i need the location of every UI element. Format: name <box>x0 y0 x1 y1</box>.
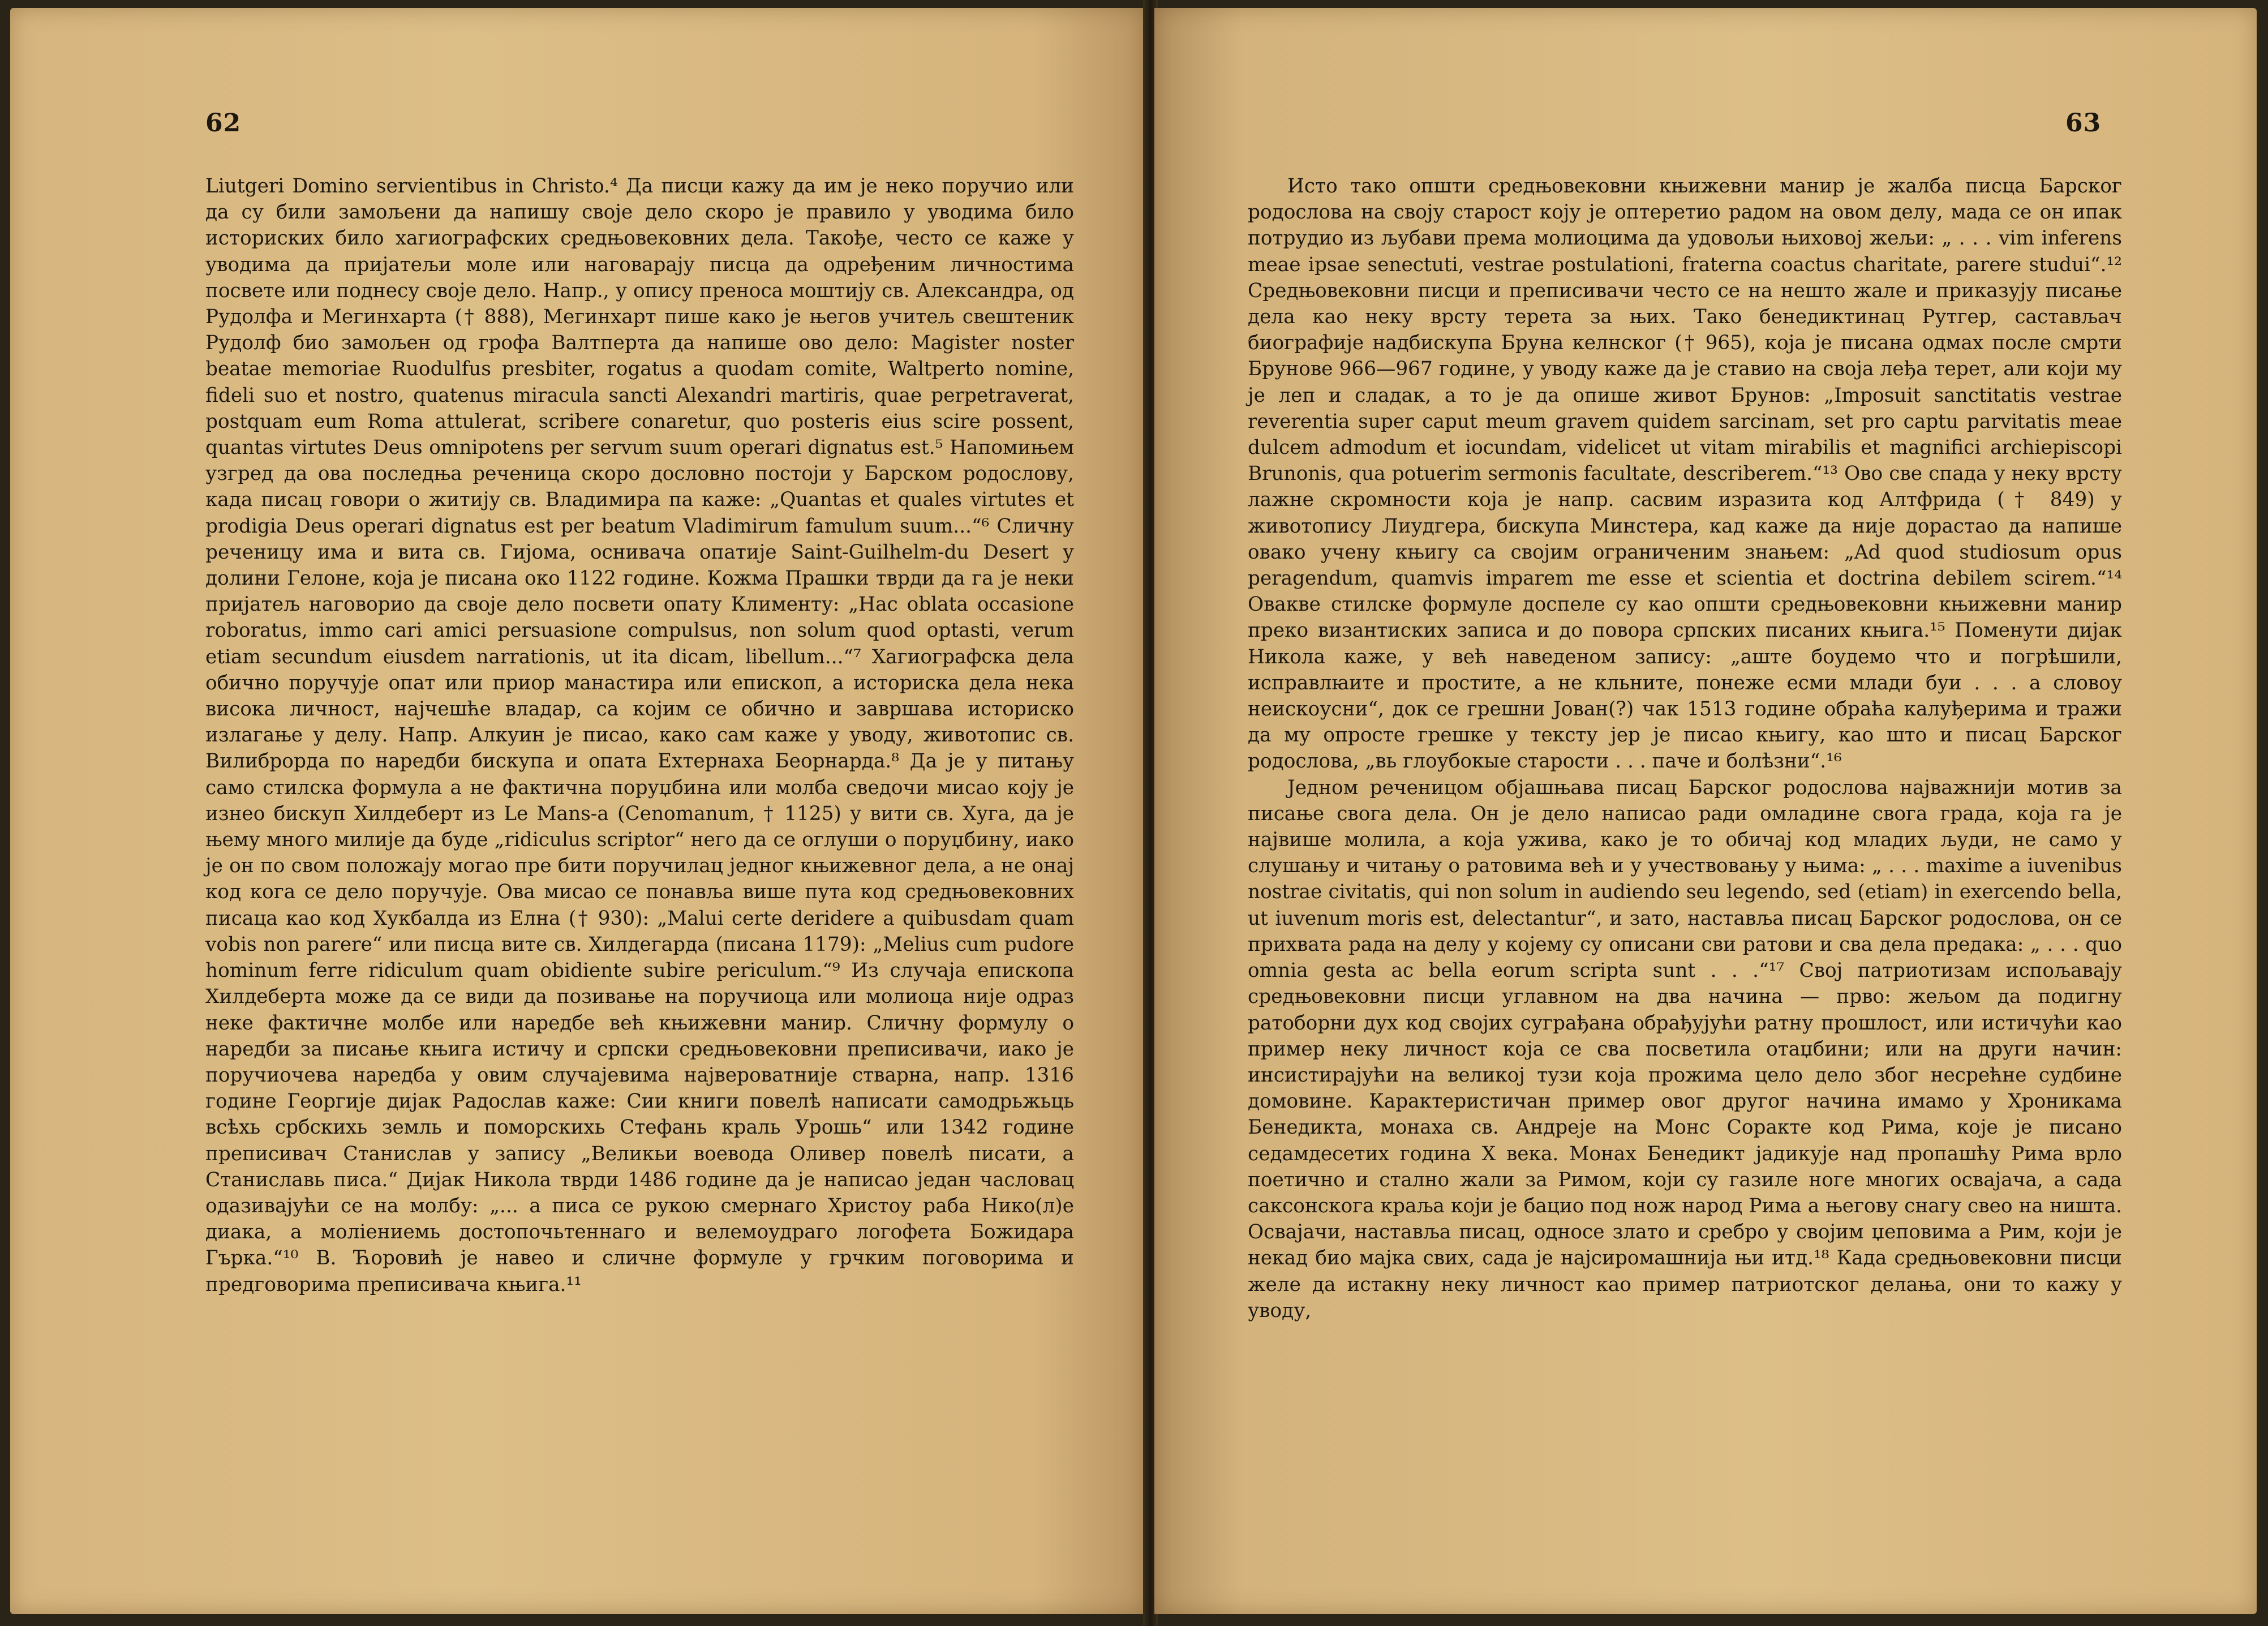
left-paragraph-1: Liutgeri Domino servientibus in Christo.⁴ Да писци кажу да им је неко поручио или да су били замољени да напишу своје дело скоро је правило у уводима било историских било хагиографских средњовековних дела. Такође, често се каже у уводима да пријатељи моле или наговарају писца да одређеним личностима посвете или поднесу своје дело. Напр., у опису преноса моштију св. Александра, од Рудолфа и Мегинхарта († 888), Мегинхарт пише како је његов учитељ свештеник Рудолф био замољен од грофа Валтперта да напише ово дело: Magister noster beatae memoriae Ruodulfus presbiter, rogatus a quodam comite, Waltperto nomine, fideli suo et nostro, quatenus miracula sancti Alexandri martiris, quae perpetraverat, postquam eum Roma attulerat, scribere conaretur, quo posteris eius scire possent, quantas virtutes Deus omnipotens per servum suum operari dignatus est.⁵ Напомињем узгред да ова последња реченица скоро дословно постоји у Барском родослову, када писац говори о житију св. Владимира па каже: „Quantas et quales virtutes et prodigia Deus operari dignatus est per beatum Vladimirum famulum suum...“⁶ Сличну реченицу има и вита св. Гијома, оснивача опатије Saint-Guilhelm-du Desert у долини Гелоне, која је писана око 1122 године. Кожма Прашки тврди да га је неки пријатељ наговорио да своје дело посвети опату Клименту: „Hac oblata occasione roboratus, immo cari amici persuasione compulsus, non solum quod optasti, verum etiam secundum eiusdem narrationis, ut ita dicam, libellum...“⁷ Хагиографска дела обично поручује опат или приор манастира или епископ, а историска дела нека висока личност, најчешће владар, са којим се обично и завршава историско излагање у делу. Напр. Алкуин је писао, како сам каже у уводу, животопис св. Вилиброрда по наредби бискупа и опата Ехтернаха Беорнарда.⁸ Да је у питању само стилска формула а не фактична поруџбина или молба сведочи мисао коју је изнео бискуп Хилдеберт из Le Mans-a (Cenomanum, † 1125) у вити св. Хуга, да је њему много милије да буде „ridiculus scriptor“ него да се оглуши о поруџбину, иако је он по свом положају могао пре бити поручилац једног књижевног дела, а не онај код кога се дело поручује. Ова мисао се понавља више пута код средњовековних писаца као код Хукбалда из Елна († 930): „Malui certe deridere a quibusdam quam vobis non parere“ или писца вите св. Хилдегарда (писана 1179): „Melius cum pudore hominum ferre ridiculum quam obidiente subire periculum.“⁹ Из случаја епископа Хилдеберта може да се види да позивање на поручиоца или молиоца није одраз неке фактичне молбе или наредбе већ књижевни манир. Сличну формулу о наредби за писање књига истичу и српски средњовековни преписивачи, иако је поручиочева наредба у овим случајевима највероватније стварна, напр. 1316 године Георгије дијак Радослав каже: Сии книги повелѣ написати самодрьжьць всѣхь србскихь земль и поморскихь Стефань краль Урошь“ или 1342 године преписивач Станислав у запису „Великьи воевода Оливер повелѣ писати, а Станиславь писа.“ Дијак Никола тврди 1486 године да је написао један часловац одазивајући се на молбу: „... а писа се рукою смернаго Христоу раба Нико(л)е диака, а молieниемь достопочьтеннаго и велемоудраго логофета Божидара Гърка.“¹⁰ В. Ћоровић је навео и сличне формуле у грчким поговорима и предговорима преписивача књига.¹¹ <box>205 175 1074 1296</box>
page-number-left: 62 <box>205 109 242 138</box>
right-paragraph-1: Исто тако општи средњовековни књижевни манир је жалба писца Барског родослова на своју старост коју је оптеретио радом на овом делу, мада се он ипак потрудио из љубави према молиоцима да удовољи њиховој жељи: „ . . . vim inferens meae ipsae senectuti, vestrae postulationi, fraterna coactus charitate, parere studui“.¹² Средњовековни писци и преписивачи често се на нешто жале и приказују писање дела као неку врсту терета за њих. Тако бенедиктинац Рутгер, састављач биографије надбискупа Бруна келнског († 965), која је писана одмах после смрти Брунове 966—967 године, у уводу каже да је ставио на своја леђа терет, али који му је леп и сладак, а то је да опише живот Брунов: „Imposuit sanctitatis vestrae reverentia super caput meum gravem quidem sarcinam, set pro captu parvitatis meae dulcem admodum et iocundam, videlicet ut vitam mirabilis et magnifici archiepiscopi Brunonis, qua potuerim sermonis facultate, describerem.“¹³ Ово све спада у неку врсту лажне скромности која је напр. сасвим изразита код Алтфрида († 849) у животопису Лиудгера, бискупа Минстера, кад каже да није дорастао да напише овако учену књигу са својим ограниченим знањем: „Ad quod studiosum opus peragendum, quamvis imparem me esse et scientia et doctrina debilem scirem.“¹⁴ Овакве стилске формуле доспеле су као општи средњовековни књижевни манир преко византиских записа и до повора српских писаних књига.¹⁵ Поменути дијак Никола каже, у већ наведеном запису: „аште боудемо что и погрѣшили, исправлꙗите и простите, а не кльните, понеже есми млади буи . . . а словоу неискоусни“, док се грешни Јован(?) чак 1513 године обраћа калуђерима и тражи да му опросте грешке у тексту јер је писао књигу, као што и писац Барског родослова, „вь глоубокые старости . . . паче и болѣзни“.¹⁶ <box>1248 175 2122 773</box>
right-page-text <box>1248 173 2122 1324</box>
left-page-text <box>205 173 1074 1298</box>
right-paragraph-2: Једном реченицом објашњава писац Барског родослова најважнији мотив за писање свога дела. Он је дело написао ради омладине свога града, која га је највише молила, а која ужива, како је то обичај код младих људи, не само у слушању и читању о ратовима већ и у учествовању у њима: „ . . . maxime a iuvenibus nostrae civitatis, qui non solum in audiendo seu legendo, sed (etiam) in exercendo bella, ut iuvenum moris est, delectantur“, и зато, наставља писац Барског родослова, он се прихвата рада на делу у којему су описани сви ратови и сва дела предака: „ . . . quo omnia gesta ac bella eorum scripta sunt . . .“¹⁷ Свој патриотизам испољавају средњовековни писци углавном на два начина — прво: жељом да подигну ратоборни дух код својих суграђана обрађујући ратну прошлост, или истичући као пример неку личност која се сва посветила отаџбини; или на други начин: инсистирајући на великој тузи која прожима цело дело због несрећне судбине домовине. Карактеристичан пример овог другог начина имамо у Хроникама Бенедикта, монаха св. Андреје на Монс Соракте код Рима, које је писано седамдесетих година X века. Монах Бенедикт јадикује над пропашћу Рима врло поетично и стално жали за Римом, који су газиле ноге многих освајача, а сада саксонскога краља који је бацио под нож народ Рима а његову снагу свео на ништа. Освајачи, наставља писац, односе злато и сребро у својим џеповима а Рим, који је некад био мајка свих, сада је најсиромашнија њи итд.¹⁸ Када средњовековни писци желе да истакну неку личност као пример патриотског делања, они то кажу у уводу, <box>1248 776 2122 1322</box>
right-page <box>1154 8 2257 1614</box>
page-number-right: 63 <box>2065 109 2102 138</box>
left-page <box>10 8 1146 1614</box>
